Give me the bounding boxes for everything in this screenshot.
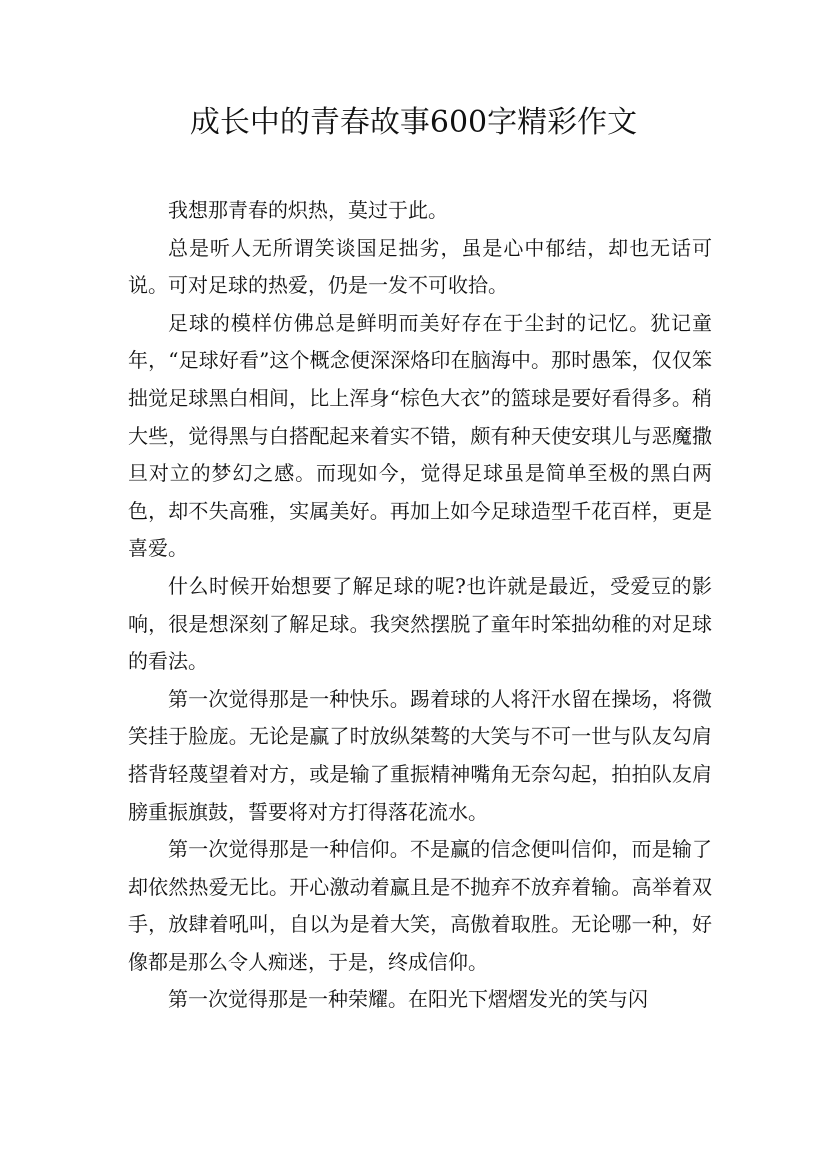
paragraph: 第一次觉得那是一种快乐。踢着球的人将汗水留在操场，将微笑挂于脸庞。无论是赢了时放纵桀骜的大笑与不可一世与队友勾肩搭背轻蔑望着对方，或是输了重振精神嘴角无奈勾起，拍拍队友肩膀重振旗鼓，誓要将对方打得落花流水。 bbox=[128, 686, 712, 824]
paragraph: 总是听人无所谓笑谈国足拙劣，虽是心中郁结，却也无话可说。可对足球的热爱，仍是一发不可收拾。 bbox=[128, 235, 712, 298]
paragraph: 足球的模样仿佛总是鲜明而美好存在于尘封的记忆。犹记童年，“足球好看”这个概念便深深烙印在脑海中。那时愚笨，仅仅笨拙觉足球黑白相间，比上浑身“棕色大衣”的篮球是要好看得多。稍大些，觉得黑与白搭配起来着实不错，颇有种天使安琪儿与恶魔撒旦对立的梦幻之感。而现如今，觉得足球虽是简单至极的黑白两色，却不失高雅，实属美好。再加上如今足球造型千花百样，更是喜爱。 bbox=[128, 310, 712, 561]
document-body bbox=[128, 192, 712, 1019]
document-title: 成长中的青春故事600字精彩作文 bbox=[189, 105, 638, 140]
paragraph: 我想那青春的炽热，莫过于此。 bbox=[168, 198, 448, 222]
paragraph: 第一次觉得那是一种信仰。不是赢的信念便叫信仰，而是输了却依然热爱无比。开心激动着赢且是不抛弃不放弃着输。高举着双手，放肆着吼叫，自以为是着大笑，高傲着取胜。无论哪一种，好像都是那么令人痴迷，于是，终成信仰。 bbox=[128, 837, 712, 974]
paragraph: 什么时候开始想要了解足球的呢?也许就是最近，受爱豆的影响，很是想深刻了解足球。我突然摆脱了童年时笨拙幼稚的对足球的看法。 bbox=[128, 573, 712, 674]
paragraph: 第一次觉得那是一种荣耀。在阳光下熠熠发光的笑与闪 bbox=[168, 987, 648, 1012]
